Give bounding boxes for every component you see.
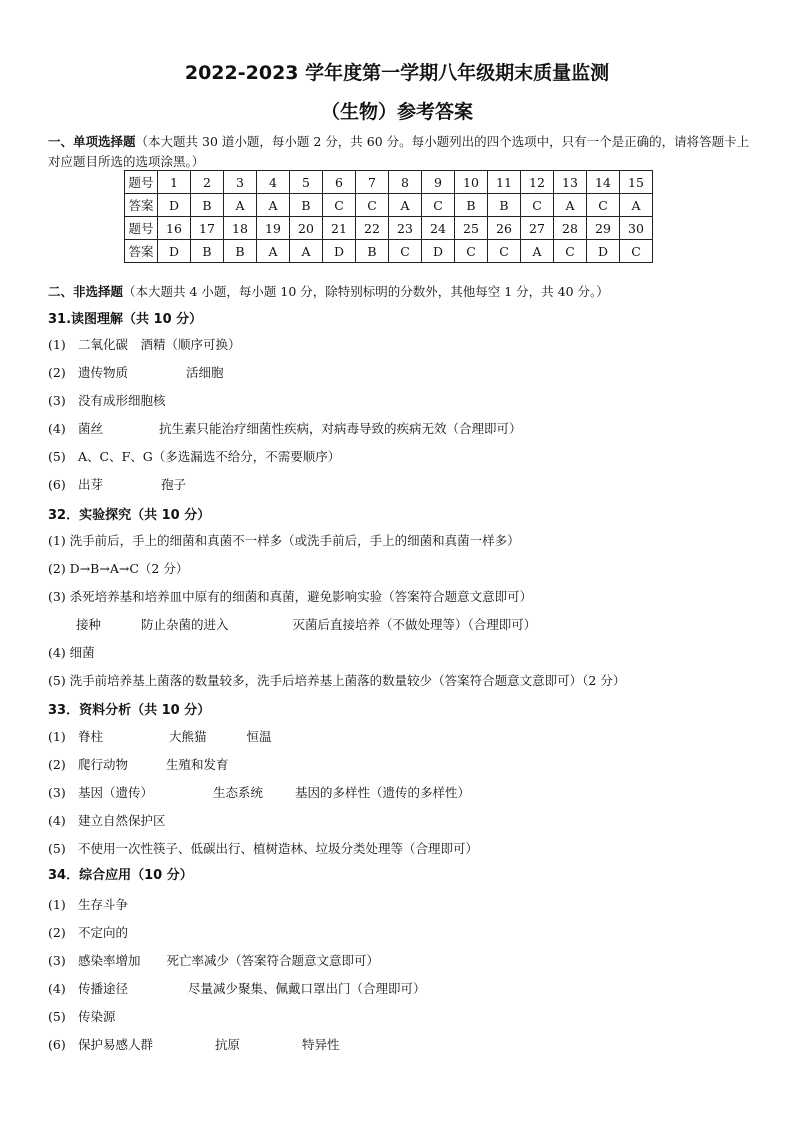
table-cell: A: [389, 194, 422, 217]
answer-text-a: 感染率增加: [78, 953, 141, 968]
answer-text-c: 基因的多样性（遗传的多样性）: [295, 785, 471, 800]
table-row: [125, 194, 653, 217]
answer-line: [48, 1035, 340, 1055]
answer-text-a: 基因（遗传）: [78, 785, 154, 800]
answer-number: (2): [48, 925, 66, 940]
answer-text-b: 生态系统: [213, 785, 264, 800]
table-cell: C: [587, 194, 620, 217]
answer-line: [48, 923, 128, 943]
table-cell: 13: [554, 171, 587, 194]
table-cell: B: [356, 240, 389, 263]
answer-line: [48, 839, 478, 859]
answer-number: (6): [48, 1037, 66, 1052]
table-row: [125, 240, 653, 263]
answer-text-a: 建立自然保护区: [78, 813, 166, 828]
answer-text-b: 活细胞: [186, 365, 224, 380]
table-cell: 20: [290, 217, 323, 240]
table-cell: 17: [191, 217, 224, 240]
table-cell: A: [554, 194, 587, 217]
table-cell: D: [587, 240, 620, 263]
table-cell: B: [290, 194, 323, 217]
answer-line: [48, 335, 241, 355]
answer-number: (3): [48, 953, 66, 968]
table-cell: 24: [422, 217, 455, 240]
answer-text-a: 菌丝: [78, 421, 104, 436]
table-cell: 30: [620, 217, 653, 240]
section2-desc: （本大题共 4 小题，每小题 10 分，除特别标明的分数外，其他每空 1 分，共 40 分。）: [123, 284, 609, 299]
table-cell: 26: [488, 217, 521, 240]
table-cell: 27: [521, 217, 554, 240]
answer-number: (5): [48, 449, 66, 464]
table-cell: 8: [389, 171, 422, 194]
answer-text-a: 传染源: [78, 1009, 116, 1024]
table-cell: 29: [587, 217, 620, 240]
answer-number: (1): [48, 897, 66, 912]
q32-line-4: (4) 细菌: [48, 645, 95, 660]
answer-text-b: 大熊猫: [169, 729, 207, 744]
table-cell: 9: [422, 171, 455, 194]
table-cell: C: [488, 240, 521, 263]
table-cell: B: [224, 240, 257, 263]
answer-text-c: 特异性: [302, 1037, 340, 1052]
answer-number: (6): [48, 477, 66, 492]
table-cell: 5: [290, 171, 323, 194]
answer-number: (3): [48, 785, 66, 800]
table-cell: C: [323, 194, 356, 217]
answer-line: [48, 895, 128, 915]
answer-text-a: 遗传物质: [78, 365, 129, 380]
answer-text-a: 传播途径: [78, 981, 129, 996]
table-cell: A: [257, 240, 290, 263]
table-cell: A: [290, 240, 323, 263]
table-cell: A: [257, 194, 290, 217]
table-cell: 11: [488, 171, 521, 194]
table-cell: B: [191, 240, 224, 263]
table-cell: 4: [257, 171, 290, 194]
table-cell: 6: [323, 171, 356, 194]
answer-text-a: 爬行动物: [78, 757, 129, 772]
table-cell: D: [158, 240, 191, 263]
q32-line-1: (1) 洗手前后，手上的细菌和真菌不一样多（或洗手前后，手上的细菌和真菌一样多）: [48, 533, 520, 548]
answer-line: [48, 783, 470, 803]
answer-text-a: A、C、F、G（多选漏选不给分，不需要顺序）: [78, 449, 341, 464]
answer-text-a: 不定向的: [78, 925, 129, 940]
answer-number: (4): [48, 981, 66, 996]
table-cell: 10: [455, 171, 488, 194]
answer-number: (2): [48, 757, 66, 772]
table-cell: 14: [587, 171, 620, 194]
q31-title: 31.读图理解（共 10 分）: [48, 312, 203, 327]
table-cell: C: [620, 240, 653, 263]
section1-intro: [48, 132, 758, 172]
answer-number: (4): [48, 421, 66, 436]
q32-title: 32．实验探究（共 10 分）: [48, 508, 211, 523]
section1-desc: （本大题共 30 道小题，每小题 2 分，共 60 分。每小题列出的四个选项中，只有一个是正确的，请将答题卡上对应题目所选的选项涂黑。）: [48, 134, 750, 169]
table-row-label: 答案: [125, 240, 158, 263]
q34-title: 34．综合应用（10 分）: [48, 868, 193, 883]
page-title: 2022-2023 学年度第一学期八年级期末质量监测: [184, 62, 610, 84]
table-cell: A: [521, 240, 554, 263]
table-cell: D: [422, 240, 455, 263]
q33-title: 33．资料分析（共 10 分）: [48, 703, 211, 718]
answer-line: [48, 979, 426, 999]
table-cell: B: [455, 194, 488, 217]
table-cell: 19: [257, 217, 290, 240]
answer-text-b: 孢子: [161, 477, 187, 492]
table-cell: 16: [158, 217, 191, 240]
table-cell: 18: [224, 217, 257, 240]
table-cell: 21: [323, 217, 356, 240]
section2-intro: [48, 282, 758, 302]
table-cell: 12: [521, 171, 554, 194]
table-cell: D: [158, 194, 191, 217]
table-cell: 1: [158, 171, 191, 194]
section2-heading: 二、非选择题: [48, 284, 124, 299]
q32-answer-c: 灭菌后直接培养（不做处理等）（合理即可）: [292, 617, 537, 632]
page-subtitle: （生物）参考答案: [320, 101, 473, 123]
table-cell: B: [488, 194, 521, 217]
table-row-label: 答案: [125, 194, 158, 217]
table-cell: C: [554, 240, 587, 263]
table-cell: C: [356, 194, 389, 217]
q32-line-5: (5) 洗手前培养基上菌落的数量较多，洗手后培养基上菌落的数量较少（答案符合题意文意即可）（2 分）: [48, 673, 626, 688]
table-row-label: 题号: [125, 171, 158, 194]
table-cell: B: [191, 194, 224, 217]
table-cell: A: [620, 194, 653, 217]
answer-text-a: 生存斗争: [78, 897, 129, 912]
table-cell: 25: [455, 217, 488, 240]
table-cell: 22: [356, 217, 389, 240]
answer-text-a: 不使用一次性筷子、低碳出行、植树造林、垃圾分类处理等（合理即可）: [78, 841, 479, 856]
answer-text-b: 生殖和发育: [166, 757, 229, 772]
answer-number: (5): [48, 1009, 66, 1024]
table-cell: 2: [191, 171, 224, 194]
table-cell: 7: [356, 171, 389, 194]
table-cell: C: [389, 240, 422, 263]
answer-text-b: 抗生素只能治疗细菌性疾病，对病毒导致的疾病无效（合理即可）: [159, 421, 522, 436]
q32-answer-b: 防止杂菌的进入: [141, 617, 229, 632]
table-row: [125, 217, 653, 240]
answer-line: [48, 951, 379, 971]
table-cell: 23: [389, 217, 422, 240]
answer-text-a: 没有成形细胞核: [78, 393, 166, 408]
answer-line: [48, 391, 166, 411]
q32-line-2: (2) D→B→A→C（2 分）: [48, 561, 189, 576]
answer-line: [48, 1007, 116, 1027]
table-cell: C: [422, 194, 455, 217]
answer-text-b: 死亡率减少（答案符合题意文意即可）: [166, 953, 380, 968]
answer-number: (1): [48, 337, 66, 352]
answer-text-a: 二氧化碳 酒精（顺序可换）: [78, 337, 241, 352]
answer-text-c: 恒温: [246, 729, 272, 744]
table-cell: 15: [620, 171, 653, 194]
answer-text-a: 保护易感人群: [78, 1037, 154, 1052]
table-row: [125, 171, 653, 194]
table-cell: 28: [554, 217, 587, 240]
table-cell: A: [224, 194, 257, 217]
answer-line: [48, 475, 186, 495]
answer-text-b: 尽量减少聚集、佩戴口罩出门（合理即可）: [188, 981, 426, 996]
answer-text-a: 脊柱: [78, 729, 104, 744]
table-row-label: 题号: [125, 217, 158, 240]
table-cell: 3: [224, 171, 257, 194]
answer-number: (1): [48, 729, 66, 744]
answer-number: (5): [48, 841, 66, 856]
table-cell: C: [455, 240, 488, 263]
q32-answer-a: 接种: [76, 617, 102, 632]
answer-number: (4): [48, 813, 66, 828]
answer-line: [48, 755, 229, 775]
answer-number: (3): [48, 393, 66, 408]
answer-number: (2): [48, 365, 66, 380]
answer-line: [48, 447, 340, 467]
answer-line: [48, 363, 224, 383]
answer-text-a: 出芽: [78, 477, 104, 492]
answer-table: [124, 170, 653, 263]
answer-line: [48, 811, 166, 831]
table-cell: C: [521, 194, 554, 217]
answer-line: [48, 727, 272, 747]
section1-heading: 一、单项选择题: [48, 134, 136, 149]
q32-line-3b: [76, 615, 536, 635]
q32-line-3: (3) 杀死培养基和培养皿中原有的细菌和真菌，避免影响实验（答案符合题意文意即可）: [48, 589, 533, 604]
table-cell: D: [323, 240, 356, 263]
answer-text-b: 抗原: [215, 1037, 241, 1052]
answer-line: [48, 419, 522, 439]
